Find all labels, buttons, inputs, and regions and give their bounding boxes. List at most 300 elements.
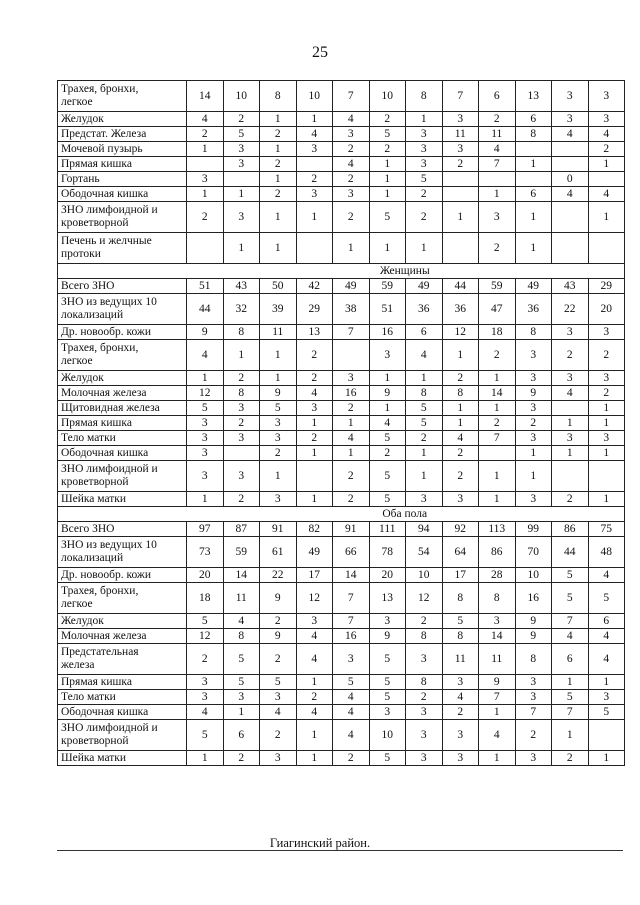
value-cell: 3 [406, 644, 443, 675]
value-cell: 5 [260, 401, 297, 416]
value-cell: 5 [588, 583, 625, 614]
value-cell: 1 [187, 142, 224, 157]
value-cell: 97 [187, 522, 224, 537]
value-cell: 2 [260, 127, 297, 142]
value-cell: 1 [479, 705, 516, 720]
value-cell: 94 [406, 522, 443, 537]
value-cell [296, 461, 333, 492]
value-cell: 1 [187, 187, 224, 202]
value-cell: 4 [296, 629, 333, 644]
value-cell: 44 [552, 537, 589, 568]
value-cell: 1 [296, 675, 333, 690]
value-cell: 3 [442, 492, 479, 507]
value-cell: 11 [260, 325, 297, 340]
value-cell: 3 [223, 157, 260, 172]
value-cell: 5 [260, 675, 297, 690]
value-cell: 6 [515, 187, 552, 202]
row-label: Ободочная кишка [58, 446, 187, 461]
value-cell: 1 [260, 202, 297, 233]
value-cell: 5 [552, 690, 589, 705]
value-cell: 2 [369, 446, 406, 461]
value-cell: 1 [515, 446, 552, 461]
value-cell: 2 [552, 751, 589, 766]
value-cell: 2 [333, 461, 370, 492]
table-row [58, 371, 625, 386]
value-cell: 5 [406, 416, 443, 431]
value-cell: 1 [223, 187, 260, 202]
table-row [58, 81, 625, 112]
value-cell: 2 [333, 751, 370, 766]
table-row [58, 629, 625, 644]
value-cell: 8 [223, 386, 260, 401]
value-cell: 1 [260, 461, 297, 492]
row-label: Трахея, бронхи, легкое [58, 81, 187, 112]
value-cell: 2 [260, 644, 297, 675]
row-label: ЗНО лимфоидной и кроветворной [58, 461, 187, 492]
value-cell [479, 446, 516, 461]
value-cell: 3 [187, 675, 224, 690]
value-cell: 9 [515, 629, 552, 644]
value-cell: 5 [552, 568, 589, 583]
value-cell: 1 [333, 416, 370, 431]
row-label: Тело матки [58, 431, 187, 446]
value-cell: 49 [515, 279, 552, 294]
value-cell: 1 [296, 416, 333, 431]
value-cell: 4 [442, 690, 479, 705]
table-row [58, 751, 625, 766]
value-cell: 3 [442, 720, 479, 751]
value-cell: 86 [479, 537, 516, 568]
value-cell: 3 [333, 644, 370, 675]
value-cell: 9 [260, 583, 297, 614]
value-cell: 5 [187, 720, 224, 751]
value-cell: 51 [369, 294, 406, 325]
value-cell: 16 [515, 583, 552, 614]
value-cell: 3 [515, 675, 552, 690]
value-cell [552, 233, 589, 264]
value-cell: 2 [296, 431, 333, 446]
value-cell: 3 [588, 431, 625, 446]
value-cell: 4 [223, 614, 260, 629]
value-cell: 39 [260, 294, 297, 325]
table-row [58, 446, 625, 461]
value-cell: 2 [260, 157, 297, 172]
value-cell: 3 [260, 431, 297, 446]
row-label: Молочная железа [58, 386, 187, 401]
row-label: Гортань [58, 172, 187, 187]
value-cell: 1 [333, 446, 370, 461]
value-cell: 3 [588, 81, 625, 112]
value-cell: 2 [260, 720, 297, 751]
value-cell: 1 [406, 461, 443, 492]
value-cell: 4 [260, 705, 297, 720]
value-cell: 5 [369, 751, 406, 766]
value-cell: 9 [479, 675, 516, 690]
value-cell: 6 [588, 614, 625, 629]
value-cell: 2 [442, 461, 479, 492]
row-label: Др. новообр. кожи [58, 568, 187, 583]
value-cell: 43 [223, 279, 260, 294]
value-cell: 2 [369, 112, 406, 127]
value-cell: 3 [223, 431, 260, 446]
row-label: Прямая кишка [58, 157, 187, 172]
table-row [58, 279, 625, 294]
table-row [58, 675, 625, 690]
value-cell: 1 [515, 202, 552, 233]
value-cell: 2 [187, 127, 224, 142]
section-header-row [58, 507, 625, 522]
value-cell: 1 [515, 461, 552, 492]
value-cell: 66 [333, 537, 370, 568]
value-cell: 5 [406, 172, 443, 187]
value-cell: 4 [479, 720, 516, 751]
value-cell: 12 [406, 583, 443, 614]
value-cell: 14 [479, 629, 516, 644]
value-cell: 20 [369, 568, 406, 583]
value-cell: 5 [223, 127, 260, 142]
value-cell: 1 [260, 112, 297, 127]
value-cell: 1 [333, 233, 370, 264]
value-cell: 6 [223, 720, 260, 751]
value-cell [588, 461, 625, 492]
value-cell: 4 [588, 644, 625, 675]
value-cell: 3 [406, 157, 443, 172]
value-cell: 4 [552, 187, 589, 202]
value-cell: 2 [223, 492, 260, 507]
value-cell: 5 [187, 401, 224, 416]
value-cell: 1 [369, 172, 406, 187]
value-cell: 4 [552, 629, 589, 644]
row-label: ЗНО из ведущих 10 локализаций [58, 294, 187, 325]
value-cell: 2 [442, 705, 479, 720]
table-row [58, 142, 625, 157]
value-cell: 3 [187, 446, 224, 461]
value-cell: 14 [479, 386, 516, 401]
value-cell: 4 [187, 340, 224, 371]
value-cell: 3 [333, 127, 370, 142]
value-cell: 22 [552, 294, 589, 325]
value-cell: 86 [552, 522, 589, 537]
value-cell: 3 [515, 751, 552, 766]
value-cell: 3 [442, 751, 479, 766]
value-cell: 4 [588, 187, 625, 202]
value-cell: 7 [552, 614, 589, 629]
value-cell: 1 [369, 401, 406, 416]
value-cell: 2 [296, 690, 333, 705]
value-cell: 4 [187, 112, 224, 127]
value-cell: 5 [552, 583, 589, 614]
row-label: Трахея, бронхи, легкое [58, 340, 187, 371]
value-cell: 17 [296, 568, 333, 583]
section-title: Оба пола [187, 507, 625, 522]
value-cell: 12 [187, 386, 224, 401]
row-label: Шейка матки [58, 492, 187, 507]
value-cell: 2 [369, 142, 406, 157]
value-cell: 2 [187, 644, 224, 675]
value-cell [223, 172, 260, 187]
value-cell: 92 [442, 522, 479, 537]
value-cell: 87 [223, 522, 260, 537]
value-cell [588, 720, 625, 751]
value-cell: 2 [588, 340, 625, 371]
value-cell: 3 [406, 142, 443, 157]
value-cell: 3 [442, 142, 479, 157]
value-cell: 2 [479, 340, 516, 371]
value-cell: 10 [223, 81, 260, 112]
table-row [58, 127, 625, 142]
row-label: Желудок [58, 371, 187, 386]
value-cell: 5 [223, 644, 260, 675]
value-cell: 2 [588, 142, 625, 157]
value-cell: 44 [187, 294, 224, 325]
value-cell: 1 [369, 233, 406, 264]
value-cell: 48 [588, 537, 625, 568]
value-cell: 0 [552, 172, 589, 187]
value-cell: 1 [260, 340, 297, 371]
value-cell: 8 [223, 325, 260, 340]
value-cell: 4 [588, 127, 625, 142]
value-cell [442, 172, 479, 187]
table-row [58, 325, 625, 340]
value-cell: 113 [479, 522, 516, 537]
section-title: Женщины [187, 264, 625, 279]
value-cell: 8 [406, 81, 443, 112]
value-cell: 5 [223, 675, 260, 690]
value-cell: 2 [406, 187, 443, 202]
value-cell: 8 [515, 644, 552, 675]
row-label: Прямая кишка [58, 675, 187, 690]
value-cell [515, 142, 552, 157]
value-cell: 18 [479, 325, 516, 340]
value-cell: 3 [223, 142, 260, 157]
value-cell: 32 [223, 294, 260, 325]
value-cell: 2 [260, 446, 297, 461]
value-cell: 2 [515, 416, 552, 431]
value-cell: 1 [406, 371, 443, 386]
table-row [58, 492, 625, 507]
value-cell: 8 [442, 386, 479, 401]
row-label: Тело матки [58, 690, 187, 705]
value-cell: 4 [296, 644, 333, 675]
value-cell: 3 [187, 172, 224, 187]
row-label: Всего ЗНО [58, 279, 187, 294]
table-row [58, 187, 625, 202]
table-row [58, 568, 625, 583]
value-cell: 1 [552, 446, 589, 461]
row-label: Мочевой пузырь [58, 142, 187, 157]
value-cell: 1 [369, 371, 406, 386]
value-cell: 17 [442, 568, 479, 583]
value-cell: 16 [333, 629, 370, 644]
value-cell: 44 [442, 279, 479, 294]
value-cell: 9 [369, 386, 406, 401]
table-row [58, 401, 625, 416]
value-cell: 64 [442, 537, 479, 568]
value-cell: 91 [333, 522, 370, 537]
row-label: Желудок [58, 614, 187, 629]
value-cell: 5 [369, 127, 406, 142]
value-cell: 2 [260, 187, 297, 202]
value-cell: 6 [406, 325, 443, 340]
value-cell: 4 [333, 112, 370, 127]
value-cell: 1 [223, 705, 260, 720]
value-cell [442, 233, 479, 264]
value-cell: 50 [260, 279, 297, 294]
value-cell: 1 [588, 446, 625, 461]
value-cell: 7 [333, 583, 370, 614]
value-cell: 36 [442, 294, 479, 325]
table-row [58, 157, 625, 172]
value-cell: 9 [260, 386, 297, 401]
value-cell [296, 157, 333, 172]
value-cell: 12 [296, 583, 333, 614]
value-cell: 5 [369, 690, 406, 705]
value-cell: 9 [515, 614, 552, 629]
value-cell: 54 [406, 537, 443, 568]
value-cell: 1 [296, 112, 333, 127]
value-cell: 7 [479, 431, 516, 446]
value-cell: 4 [333, 690, 370, 705]
row-label: ЗНО из ведущих 10 локализаций [58, 537, 187, 568]
value-cell: 12 [187, 629, 224, 644]
value-cell: 8 [515, 127, 552, 142]
row-label: Прямая кишка [58, 416, 187, 431]
value-cell: 1 [515, 233, 552, 264]
value-cell: 2 [296, 172, 333, 187]
value-cell: 2 [333, 172, 370, 187]
value-cell: 8 [515, 325, 552, 340]
value-cell: 4 [296, 386, 333, 401]
value-cell: 1 [588, 202, 625, 233]
value-cell: 3 [223, 461, 260, 492]
value-cell: 20 [187, 568, 224, 583]
value-cell [588, 172, 625, 187]
value-cell: 1 [552, 416, 589, 431]
value-cell: 1 [588, 401, 625, 416]
table-row [58, 720, 625, 751]
value-cell: 3 [187, 461, 224, 492]
value-cell: 18 [187, 583, 224, 614]
value-cell: 1 [588, 492, 625, 507]
value-cell: 4 [333, 720, 370, 751]
row-label: Др. новообр. кожи [58, 325, 187, 340]
table-row [58, 416, 625, 431]
value-cell [187, 157, 224, 172]
value-cell: 2 [588, 386, 625, 401]
value-cell: 5 [187, 614, 224, 629]
value-cell: 2 [479, 416, 516, 431]
value-cell: 8 [260, 81, 297, 112]
value-cell: 11 [442, 127, 479, 142]
value-cell: 3 [260, 492, 297, 507]
value-cell: 70 [515, 537, 552, 568]
value-cell: 4 [552, 386, 589, 401]
table-row [58, 461, 625, 492]
value-cell: 1 [260, 142, 297, 157]
value-cell: 9 [515, 386, 552, 401]
value-cell: 4 [333, 705, 370, 720]
footer-divider [57, 850, 623, 851]
row-label: Шейка матки [58, 751, 187, 766]
value-cell: 1 [479, 401, 516, 416]
value-cell: 1 [588, 675, 625, 690]
value-cell: 36 [515, 294, 552, 325]
value-cell: 1 [442, 416, 479, 431]
value-cell: 3 [406, 751, 443, 766]
value-cell: 8 [223, 629, 260, 644]
value-cell: 22 [260, 568, 297, 583]
value-cell: 1 [296, 446, 333, 461]
table-row [58, 705, 625, 720]
value-cell [552, 202, 589, 233]
row-label: Трахея, бронхи, легкое [58, 583, 187, 614]
value-cell: 1 [406, 446, 443, 461]
value-cell: 1 [260, 371, 297, 386]
value-cell: 3 [333, 187, 370, 202]
value-cell: 3 [260, 690, 297, 705]
value-cell: 4 [588, 568, 625, 583]
value-cell: 2 [223, 371, 260, 386]
value-cell: 10 [369, 81, 406, 112]
value-cell: 5 [369, 492, 406, 507]
value-cell: 2 [552, 340, 589, 371]
table-row [58, 294, 625, 325]
value-cell: 4 [296, 705, 333, 720]
value-cell: 29 [588, 279, 625, 294]
value-cell: 1 [479, 751, 516, 766]
value-cell: 2 [223, 751, 260, 766]
value-cell: 1 [296, 202, 333, 233]
value-cell: 6 [479, 81, 516, 112]
footer-caption: Гиагинский район. [269, 836, 371, 850]
value-cell: 2 [223, 112, 260, 127]
value-cell: 14 [187, 81, 224, 112]
value-cell: 3 [369, 340, 406, 371]
value-cell: 8 [406, 629, 443, 644]
value-cell: 1 [479, 187, 516, 202]
value-cell: 1 [442, 401, 479, 416]
value-cell: 3 [296, 187, 333, 202]
value-cell: 49 [406, 279, 443, 294]
value-cell: 3 [479, 202, 516, 233]
table-row [58, 233, 625, 264]
value-cell: 3 [588, 325, 625, 340]
value-cell: 5 [442, 614, 479, 629]
value-cell: 3 [588, 371, 625, 386]
value-cell: 1 [296, 720, 333, 751]
value-cell [223, 446, 260, 461]
value-cell: 1 [552, 675, 589, 690]
value-cell: 5 [333, 675, 370, 690]
value-cell: 4 [479, 142, 516, 157]
value-cell: 1 [223, 340, 260, 371]
value-cell: 1 [369, 187, 406, 202]
value-cell: 3 [260, 751, 297, 766]
value-cell: 9 [369, 629, 406, 644]
value-cell: 4 [296, 127, 333, 142]
value-cell: 3 [406, 492, 443, 507]
value-cell: 8 [406, 386, 443, 401]
value-cell: 59 [223, 537, 260, 568]
value-cell: 7 [333, 614, 370, 629]
value-cell: 75 [588, 522, 625, 537]
value-cell: 1 [442, 202, 479, 233]
value-cell: 8 [406, 675, 443, 690]
value-cell: 1 [187, 371, 224, 386]
value-cell: 28 [479, 568, 516, 583]
value-cell: 8 [479, 583, 516, 614]
value-cell: 1 [552, 720, 589, 751]
